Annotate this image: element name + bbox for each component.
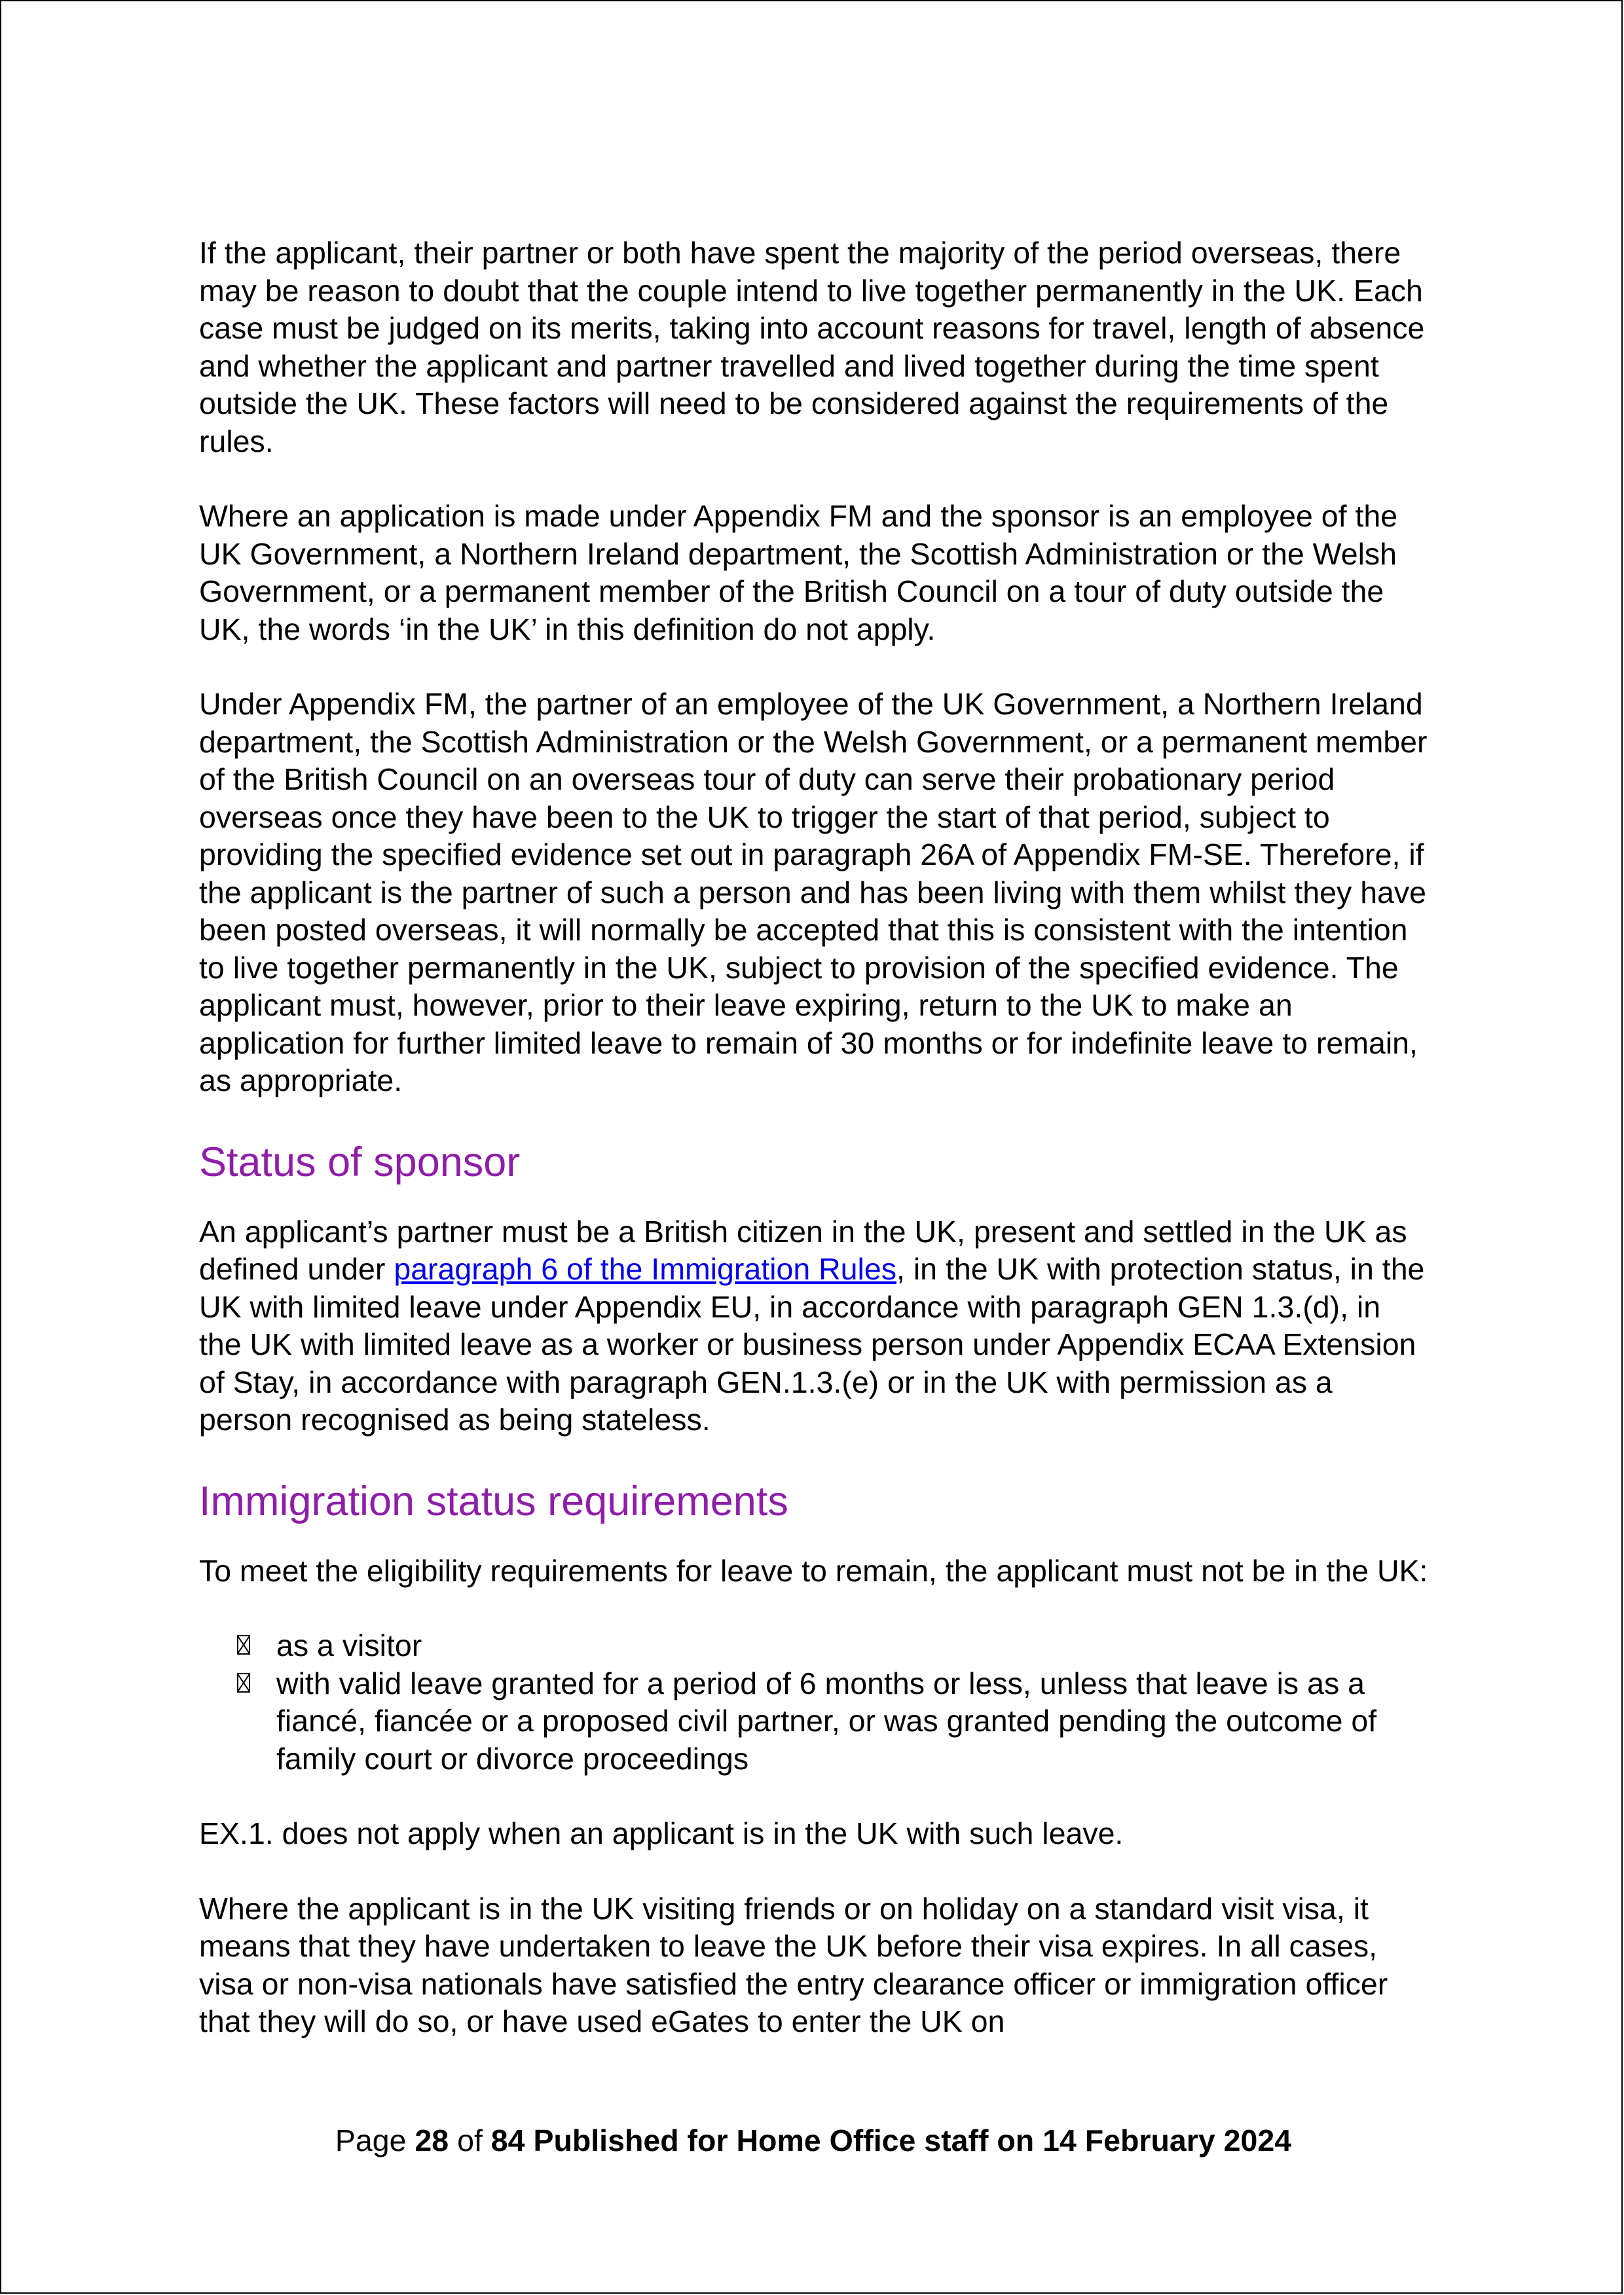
footer-total-pages: 84 [490,2123,525,2157]
sponsor-text-after-link: , in the UK with protection status, in the UK with limited leave under Appendix EU, in accordance with paragraph GEN 1.3.(d), in the UK with limited leave as a worker or business person under Appendix ECAA Extension of Stay, in accordance with paragraph GEN.1.3.(e) or in the UK with permission as a person recognised as being stateless. [199,1252,1425,1437]
list-item-text: with valid leave granted for a period of 6 months or less, unless that leave is as a fiancé, fiancée or a proposed civil partner, or was granted pending the outcome of family court or divorce proceedings [276,1666,1377,1776]
page-footer [1,2123,1624,2158]
paragraph-eligibility-intro: To meet the eligibility requirements for leave to remain, the applicant must not be in the UK: [199,1553,1428,1588]
footer-of-label: of [457,2123,483,2157]
heading-immigration-status-requirements: Immigration status requirements [199,1478,788,1524]
eligibility-bullet-list [199,1627,1430,1778]
missing-glyph-box-icon [237,1673,250,1693]
sponsor-text-before-link: An applicant’s partner must be a British citizen in the UK, present and settled in the UK as defined under [199,1214,1407,1286]
paragraph-probationary-period-overseas: Under Appendix FM, the partner of an employee of the UK Government, a Northern Ireland department, the Scottish Administration or the Welsh Government, or a permanent member of the British Council on an overseas tour of duty can serve their probationary period overseas once they have been to the UK to trigger the start of that period, subject to providing the specified evidence set out in paragraph 26A of Appendix FM-SE. Therefore, if the applicant is the partner of such a person and has been living with them whilst they have been posted overseas, it will normally be accepted that this is consistent with the intention to live together permanently in the UK, subject to provision of the specified evidence. The applicant must, however, prior to their leave expiring, return to the UK to make an application for further limited leave to remain of 30 months or for indefinite leave to remain, as appropriate. [199,687,1428,1097]
paragraph-status-of-sponsor [199,1213,1430,1439]
list-item-text: as a visitor [276,1628,422,1662]
footer-published-text: Published for Home Office staff on 14 February 2024 [533,2123,1292,2157]
page-body [199,234,1430,2078]
missing-glyph-box-icon [237,1635,250,1655]
paragraph-overseas-majority: If the applicant, their partner or both have spent the majority of the period overseas, there may be reason to doubt that the couple intend to live together permanently in the UK. Each case must be judged on its merits, taking into account reasons for travel, length of absence and whether the applicant and partner travelled and lived together during the time spent outside the UK. These factors will need to be considered against the requirements of the rules. [199,236,1425,458]
footer-page-label: Page [335,2123,407,2157]
list-item [237,1627,1430,1665]
paragraph-ex1-note: EX.1. does not apply when an applicant is in the UK with such leave. [199,1816,1124,1850]
paragraph-standard-visit-visa: Where the applicant is in the UK visiting friends or on holiday on a standard visit visa, it means that they have undertaken to leave the UK before their visa expires. In all cases, visa or non-visa nationals have satisfied the entry clearance officer or immigration officer that they will do so, or have used eGates to enter the UK on [199,1891,1388,2038]
heading-status-of-sponsor: Status of sponsor [199,1139,521,1185]
footer-page-number: 28 [415,2123,449,2157]
paragraph-appendix-fm-sponsor-employee: Where an application is made under Appendix FM and the sponsor is an employee of the UK Government, a Northern Ireland department, the Scottish Administration or the Welsh Government, or a permanent member of the British Council on a tour of duty outside the UK, the words ‘in the UK’ in this definition do not apply. [199,499,1398,646]
list-item [237,1665,1430,1778]
immigration-rules-paragraph-6-link[interactable]: paragraph 6 of the Immigration Rules [394,1252,896,1286]
